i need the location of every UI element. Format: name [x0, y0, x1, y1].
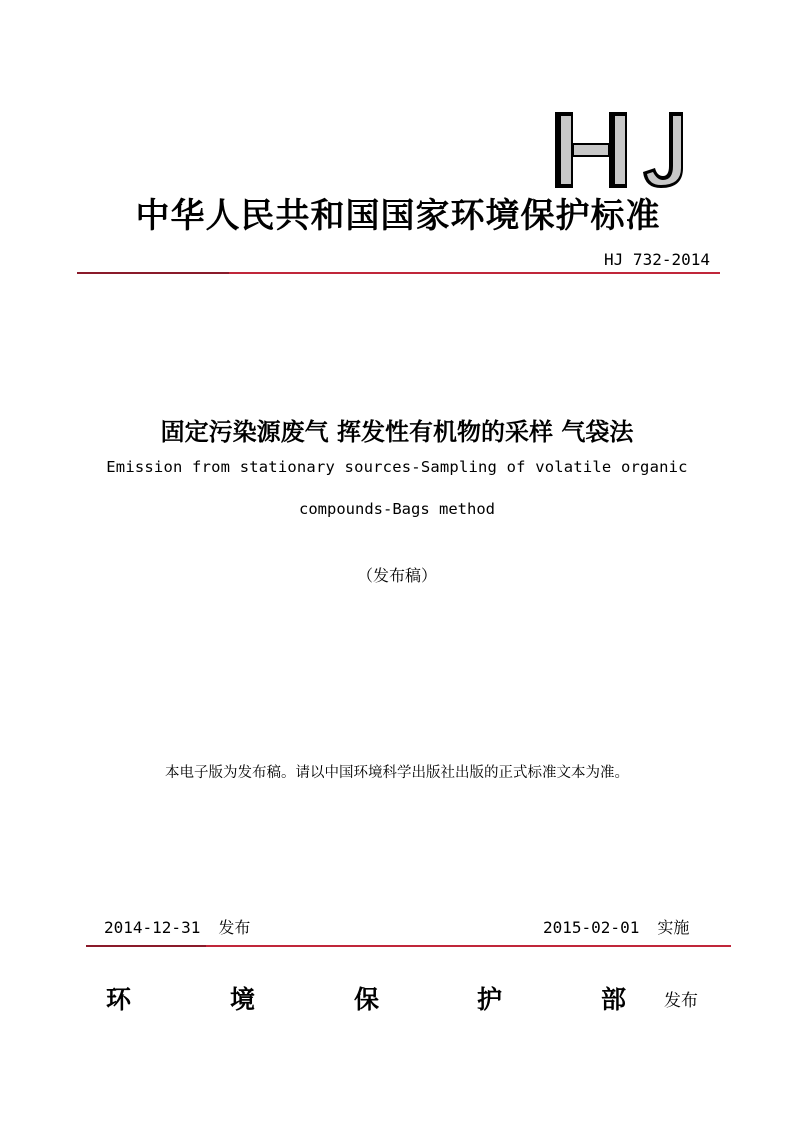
- footer-divider-accent: [86, 945, 206, 947]
- implement-date-block: [543, 915, 689, 938]
- implement-date: 2015-02-01: [543, 918, 640, 937]
- implement-label: 实施: [657, 918, 690, 937]
- publisher-char: 部: [601, 985, 627, 1014]
- issue-label: 发布: [218, 918, 251, 937]
- document-title-en-line1: Emission from stationary sources-Sampling of volatile organic: [106, 458, 688, 476]
- draft-label: （发布稿）: [356, 566, 437, 585]
- publisher-char: 境: [230, 985, 256, 1014]
- publisher-char: 保: [354, 985, 380, 1014]
- standard-code: HJ 732-2014: [604, 250, 710, 269]
- publisher-char: 护: [477, 985, 503, 1014]
- issue-date-block: [104, 915, 250, 938]
- publisher-suffix: 发布: [664, 991, 698, 1011]
- document-title-cn: 固定污染源废气 挥发性有机物的采样 气袋法: [160, 418, 634, 446]
- electronic-version-notice: 本电子版为发布稿。请以中国环境科学出版社出版的正式标准文本为准。: [165, 765, 629, 781]
- header-divider-accent: [77, 272, 229, 274]
- issue-date: 2014-12-31: [104, 918, 201, 937]
- hj-logo-icon: [553, 110, 693, 190]
- agency-title: 中华人民共和国国家环境保护标准: [135, 196, 661, 236]
- document-title-en-line2: compounds-Bags method: [299, 500, 495, 518]
- publisher-char: 环: [106, 985, 132, 1014]
